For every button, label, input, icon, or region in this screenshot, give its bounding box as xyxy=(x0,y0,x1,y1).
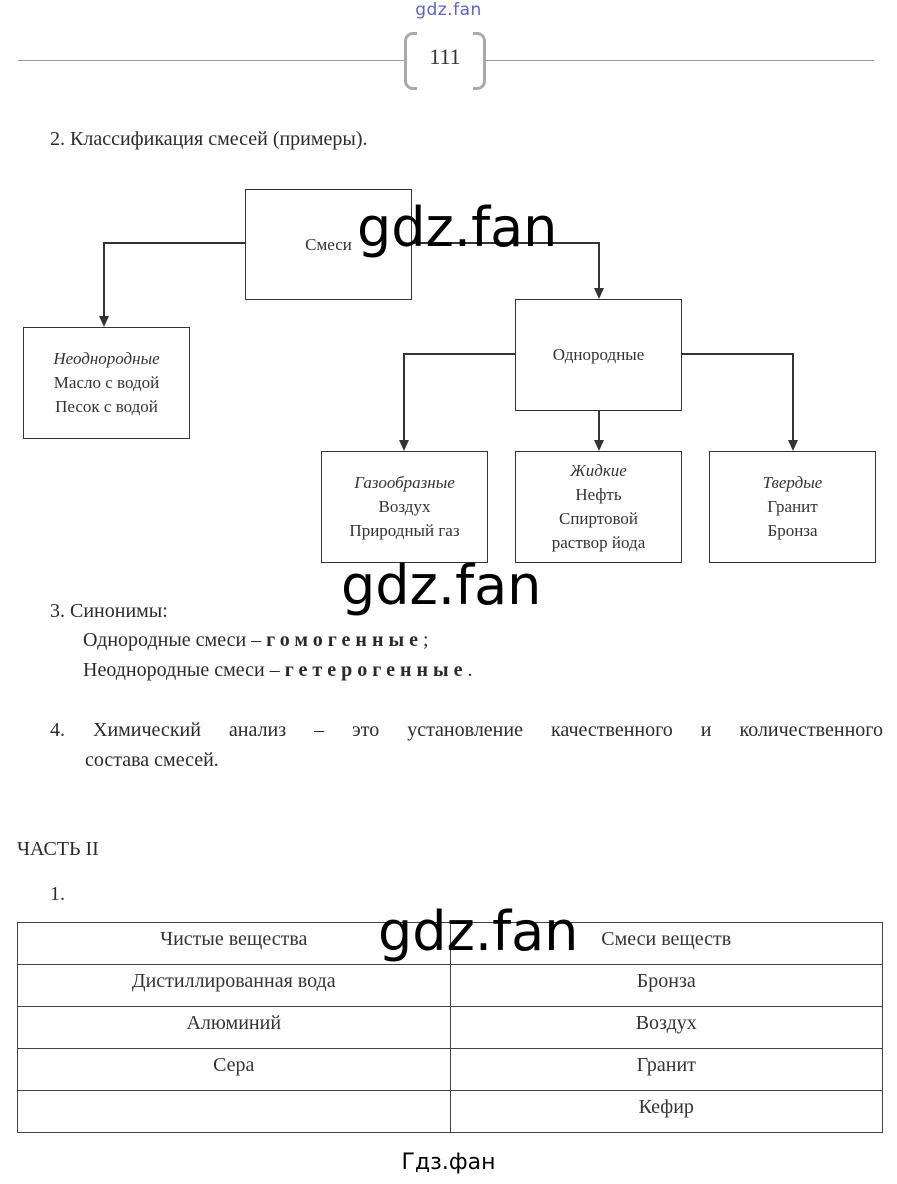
table-row xyxy=(18,1049,883,1091)
table-header-mixtures: Смеси веществ xyxy=(450,923,883,965)
table-cell: Алюминий xyxy=(18,1007,451,1049)
box-gaseous-title: Газообразные xyxy=(354,473,455,492)
box-liquid-item: раствор йода xyxy=(551,533,646,552)
box-liquid-title: Жидкие xyxy=(570,461,627,480)
box-heterogeneous-title: Неоднородные xyxy=(53,349,160,368)
box-gaseous xyxy=(321,451,488,563)
section-2-title: 2. Классификация смесей (примеры). xyxy=(50,128,368,150)
synonym-term: гомогенные xyxy=(266,629,423,651)
box-gaseous-item: Воздух xyxy=(378,497,431,516)
synonym-line-homogeneous xyxy=(83,629,429,652)
connector-homo-left-v xyxy=(403,353,405,441)
table-cell: Сера xyxy=(18,1049,451,1091)
watermark-top: gdz.fan xyxy=(415,0,482,20)
synonym-end: . xyxy=(467,659,473,681)
synonym-prefix: Однородные смеси – xyxy=(83,629,262,651)
arrow-down-icon xyxy=(99,316,109,327)
page-number: 111 xyxy=(429,44,461,69)
watermark: gdz.fan xyxy=(357,196,558,259)
section-3-title: 3. Синонимы: xyxy=(50,600,168,622)
section-4-line-1: 4. Химический анализ – это установление качественного и количественного xyxy=(50,719,883,741)
box-solid-item: Бронза xyxy=(767,521,818,540)
page-number-badge xyxy=(404,32,486,88)
box-liquid xyxy=(515,451,682,563)
connector-homo-right-h xyxy=(681,353,794,355)
box-heterogeneous xyxy=(23,327,190,439)
box-solid-item: Гранит xyxy=(767,497,818,516)
watermark: gdz.fan xyxy=(378,900,579,963)
table-cell: Кефир xyxy=(450,1091,883,1133)
box-heterogeneous-item: Масло с водой xyxy=(53,373,160,392)
table-row xyxy=(18,965,883,1007)
synonym-prefix: Неоднородные смеси – xyxy=(83,659,280,681)
footer-watermark: Гдз.фан xyxy=(401,1150,496,1175)
box-solid xyxy=(709,451,876,563)
box-heterogeneous-item: Песок с водой xyxy=(55,397,158,416)
box-solid-title: Твердые xyxy=(762,473,823,492)
connector-root-left-h xyxy=(103,242,246,244)
table-row xyxy=(18,1091,883,1133)
synonym-line-heterogeneous xyxy=(83,659,473,682)
box-liquid-item: Нефть xyxy=(575,485,622,504)
watermark: gdz.fan xyxy=(341,554,542,617)
table-cell: Воздух xyxy=(450,1007,883,1049)
header-rule-left xyxy=(18,60,404,61)
header-rule-right xyxy=(486,60,874,61)
section-4-line-2: состава смесей. xyxy=(85,749,219,771)
arrow-down-icon xyxy=(399,440,409,451)
table-header-pure: Чистые вещества xyxy=(18,923,451,965)
connector-homo-center-v xyxy=(598,410,600,441)
connector-root-left-v xyxy=(103,242,105,317)
box-mixtures-label: Смеси xyxy=(305,234,352,254)
synonym-term: гетерогенные xyxy=(284,659,468,681)
box-gaseous-item: Природный газ xyxy=(349,521,460,540)
connector-homo-left-h xyxy=(403,353,516,355)
box-homogeneous-label: Однородные xyxy=(552,345,645,364)
table-cell: Гранит xyxy=(450,1049,883,1091)
table-cell: Бронза xyxy=(450,965,883,1007)
part-2-item-number: 1. xyxy=(50,883,65,905)
table-cell: Дистиллированная вода xyxy=(18,965,451,1007)
box-liquid-item: Спиртовой xyxy=(558,509,639,528)
table-row xyxy=(18,1007,883,1049)
arrow-down-icon xyxy=(594,288,604,299)
table-cell xyxy=(18,1091,451,1133)
arrow-down-icon xyxy=(788,440,798,451)
part-2-title: ЧАСТЬ II xyxy=(17,838,99,860)
box-homogeneous xyxy=(515,299,682,411)
connector-homo-right-v xyxy=(792,353,794,441)
synonym-end: ; xyxy=(422,629,429,651)
connector-root-right-v xyxy=(598,242,600,288)
arrow-down-icon xyxy=(594,440,604,451)
